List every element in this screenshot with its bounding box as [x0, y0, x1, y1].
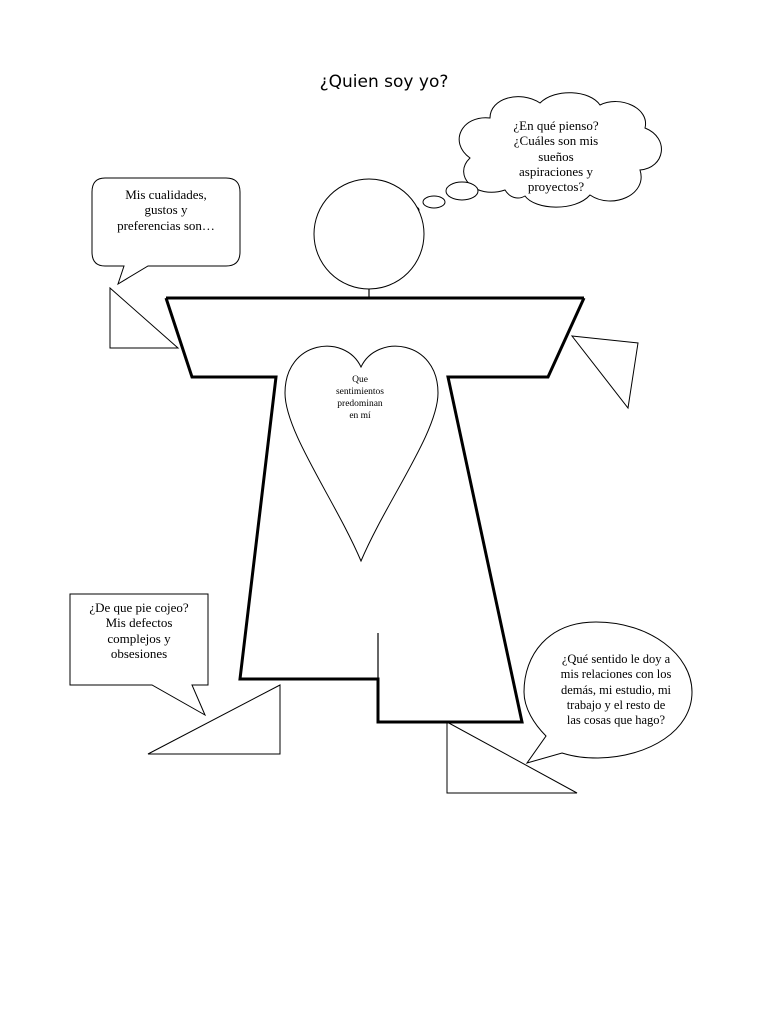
qualities-line: gustos y: [144, 202, 188, 218]
thought-line: aspiraciones y: [518, 163, 593, 179]
meaning-line: trabajo y el resto de: [566, 697, 666, 712]
meaning-line: ¿Qué sentido le doy a: [561, 652, 671, 666]
thought-line: ¿Cuáles son mis: [513, 133, 599, 149]
head-circle: [314, 179, 424, 289]
defects-line: complejos y: [107, 630, 171, 646]
heart-line: Que: [352, 375, 368, 385]
page-title: ¿Quien soy yo?: [319, 72, 449, 92]
heart-line: en mí: [349, 410, 371, 421]
meaning-line: demás, mi estudio, mi: [560, 682, 672, 697]
thought-bubble-medium: [423, 196, 445, 208]
thought-line: ¿En qué pienso?: [513, 118, 599, 133]
right-arm-triangle: [572, 336, 638, 408]
thought-line: proyectos?: [527, 179, 585, 195]
meaning-callout-text: [552, 652, 680, 728]
qualities-line: Mis cualidades,: [125, 187, 207, 202]
meaning-line: mis relaciones con los: [560, 667, 672, 682]
defects-line: ¿De que pie cojeo?: [89, 600, 189, 615]
heart-line: predominan: [337, 398, 383, 409]
heart-text: [318, 375, 402, 423]
left-foot-triangle: [148, 685, 280, 754]
defects-line: obsesiones: [110, 645, 168, 661]
qualities-line: preferencias son…: [117, 217, 215, 233]
defects-callout-text: [74, 600, 204, 661]
heart-line: sentimientos: [335, 386, 385, 397]
thought-line: sueños: [538, 148, 574, 164]
defects-line: Mis defectos: [105, 615, 173, 631]
thought-bubble-large: [446, 182, 478, 200]
thought-bubble-text: [488, 118, 624, 195]
meaning-line: las cosas que hago?: [566, 713, 666, 727]
qualities-callout-text: [100, 187, 232, 233]
